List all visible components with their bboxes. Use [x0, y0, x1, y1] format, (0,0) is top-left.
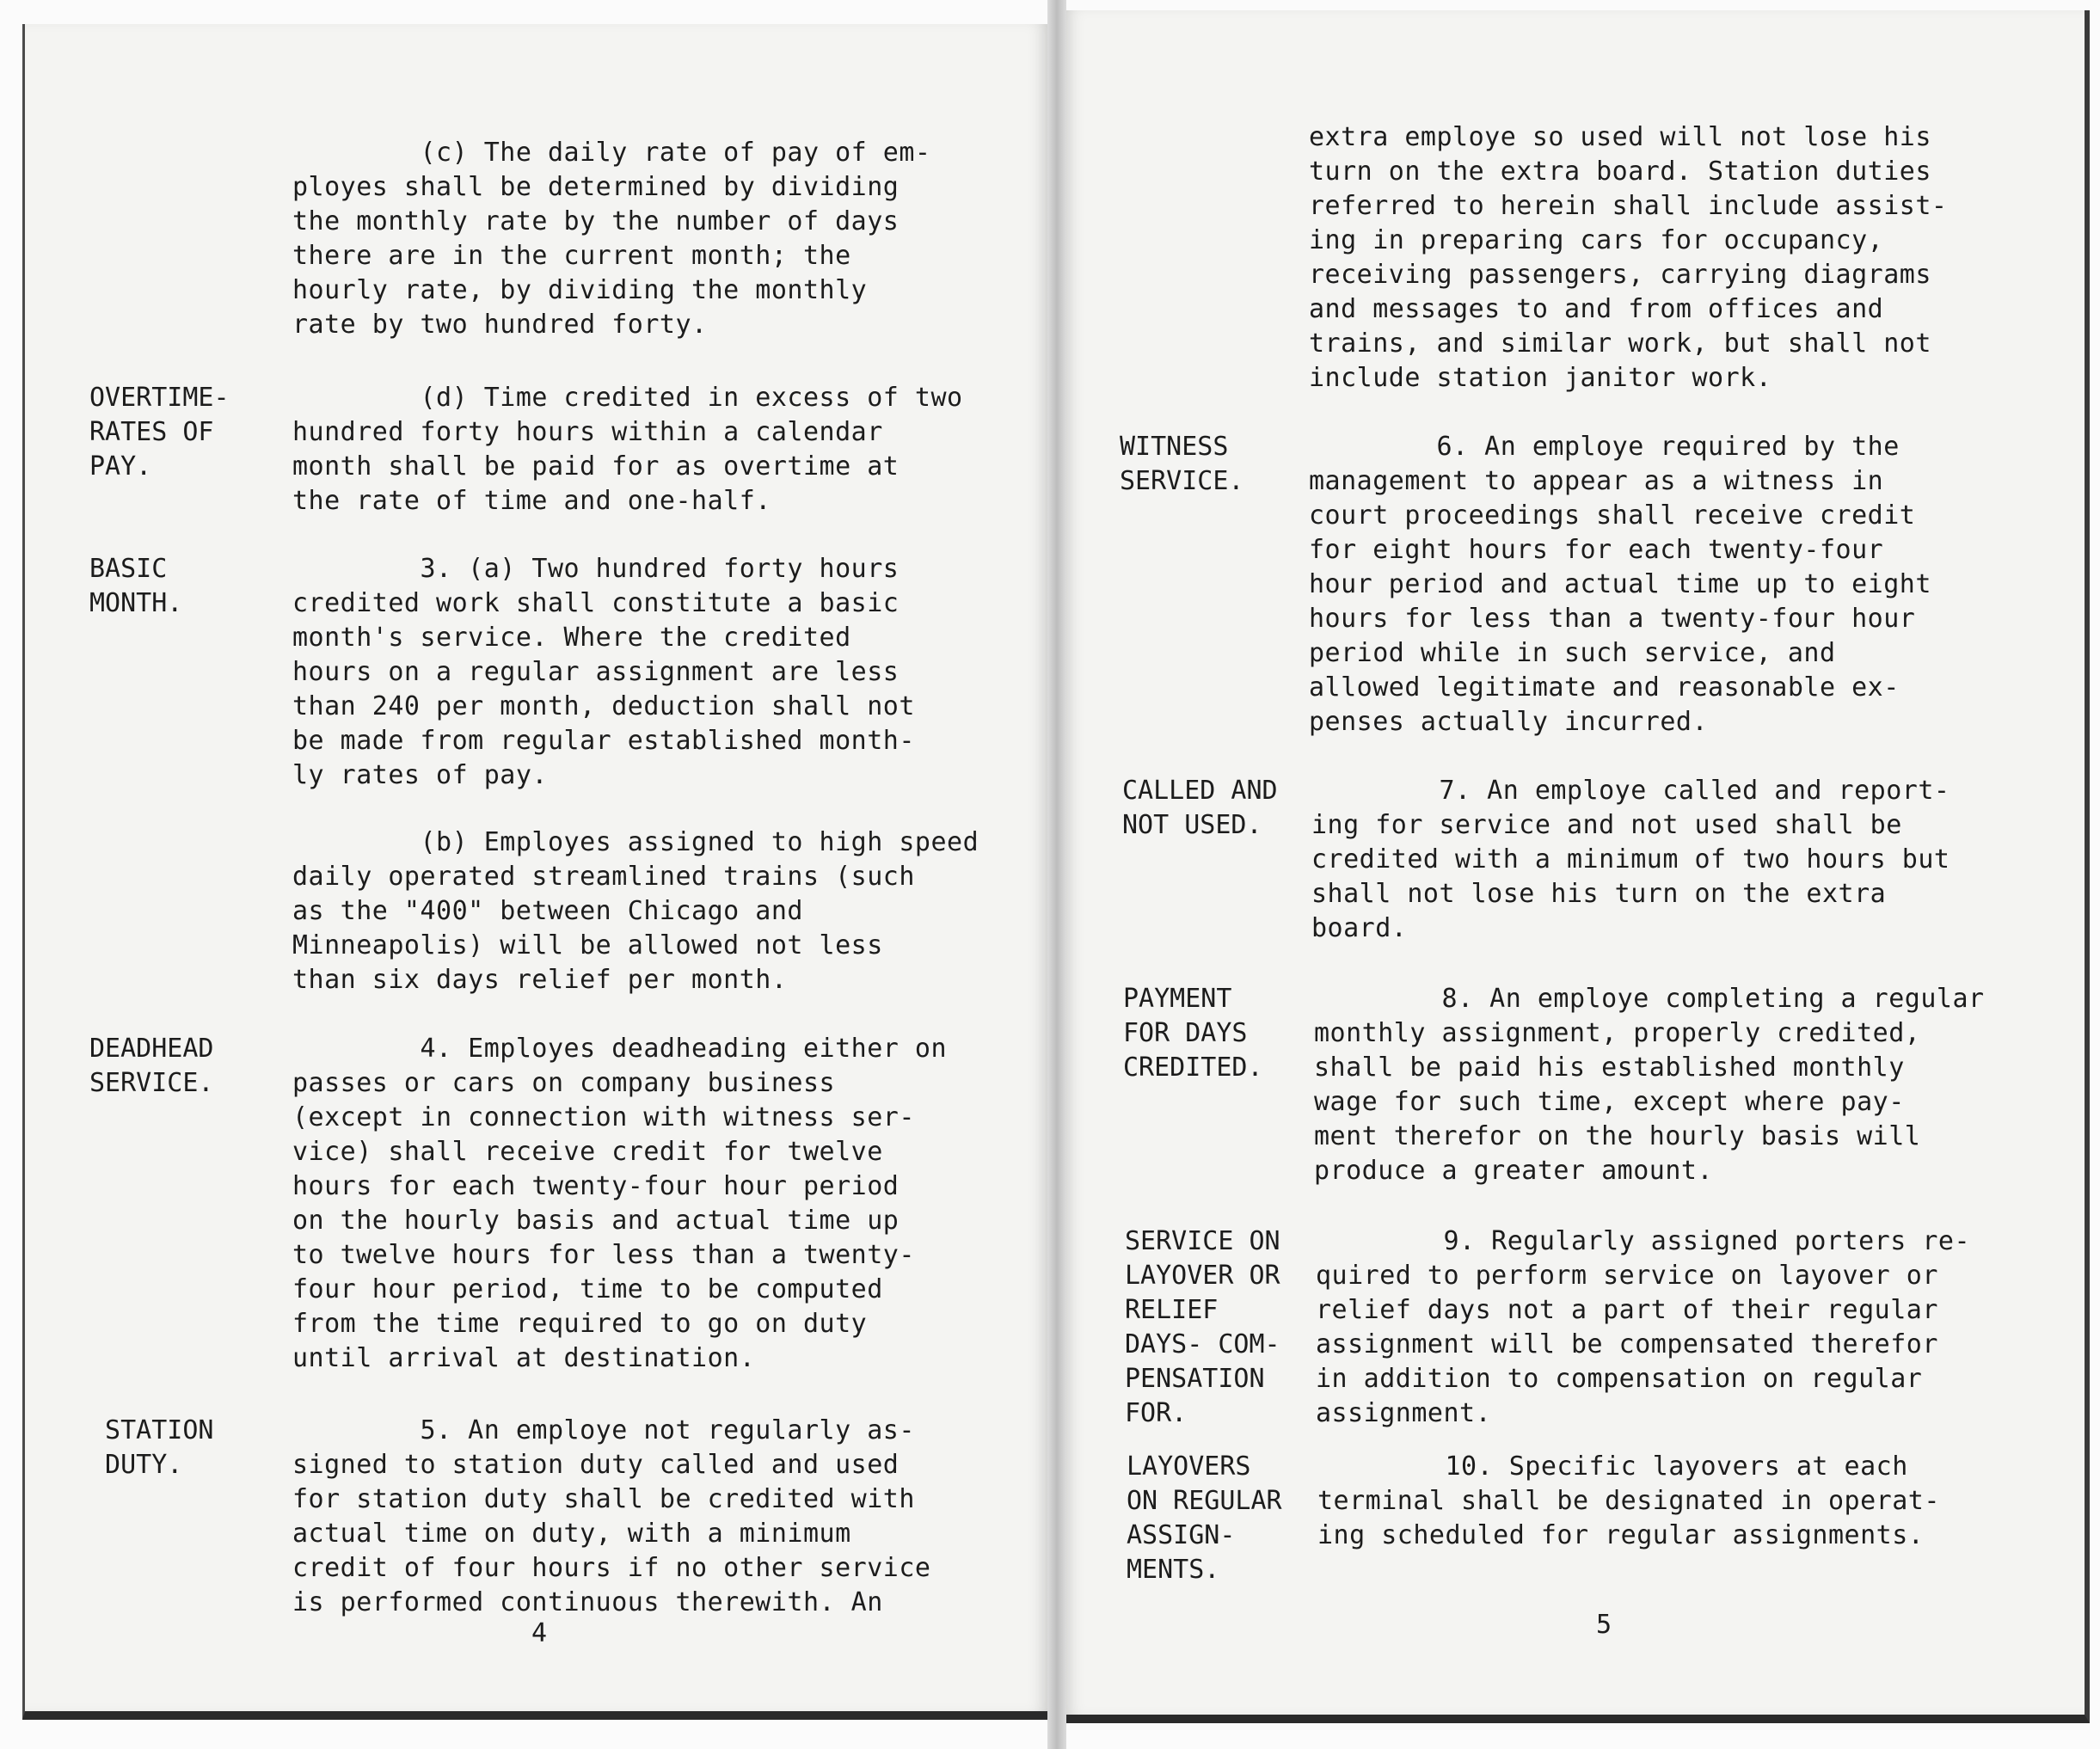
- page-number-right: 5: [1596, 1610, 1612, 1640]
- paragraph-9: 9. Regularly assigned porters re- quired to perform service on layover or relief days not a part of their regular assignment will be compensated therefor in addition to compensation on regular assignment.: [1316, 1226, 1971, 1428]
- paragraph-5: 5. An employe not regularly as- signed to station duty called and used for station duty shall be credited with actual time on duty, with a minimum credit of four hours if no other service is performed continuous therewith. An: [292, 1415, 931, 1617]
- heading-station-duty: STATION DUTY.: [105, 1415, 214, 1480]
- paragraph-6: 6. An employe required by the management to appear as a witness in court proceedings shall receive credit for eight hours for each twenty-four hour period and actual time up to eight hours for less than a twenty-four hour period while in such service, and allowed legitimate and reasonable ex- penses actually incurred.: [1309, 432, 1931, 737]
- paragraph-2d: (d) Time credited in excess of two hundred forty hours within a calendar month shall be paid for as overtime at the rate of time and one-half.: [292, 383, 963, 516]
- paragraph-8: 8. An employe completing a regular monthly assignment, properly credited, shall be paid his established monthly wage for such time, except where pay- ment therefor on the hourly basis will produce a greater amount.: [1314, 984, 1985, 1186]
- heading-payment-for-days-credited: PAYMENT FOR DAYS CREDITED.: [1123, 984, 1263, 1083]
- paragraph-4: 4. Employes deadheading either on passes or cars on company business (except in connection with witness ser- vice) shall receive credit for twelve hours for each twenty-four hour period on the hourly basis and actual time up to twelve hours for less than a twenty- four hour period, time to be computed from the time required to go on duty until arrival at destination.: [292, 1034, 948, 1373]
- book-gutter: [1047, 0, 1066, 1749]
- paragraph-3a: 3. (a) Two hundred forty hours credited work shall constitute a basic month's service. Where the credited hours on a regular assignment are less than 240 per month, deduction shall not be made from regular established month- ly rates of pay.: [292, 554, 915, 790]
- heading-witness-service: WITNESS SERVICE.: [1120, 432, 1244, 496]
- page-number-left: 4: [531, 1618, 548, 1648]
- heading-called-not-used: CALLED AND NOT USED.: [1122, 776, 1278, 840]
- paragraph-2c: (c) The daily rate of pay of em- ployes shall be determined by dividing the monthly rate by the number of days there are in the current month; the hourly rate, by dividing the monthly rate by two hundred forty.: [292, 138, 931, 340]
- heading-overtime-rates: OVERTIME- RATES OF PAY.: [89, 383, 230, 482]
- paragraph-7: 7. An employe called and report- ing for service and not used shall be credited with a minimum of two hours but shall not lose his turn on the extra board.: [1311, 776, 1950, 943]
- paragraph-3b: (b) Employes assigned to high speed daily operated streamlined trains (such as the "400" between Chicago and Minneapolis) will be allowed not less than six days relief per month.: [292, 827, 979, 995]
- heading-deadhead-service: DEADHEAD SERVICE.: [89, 1034, 214, 1098]
- paragraph-10: 10. Specific layovers at each terminal shall be designated in operat- ing scheduled for regular assignments.: [1317, 1451, 1940, 1550]
- heading-layovers-regular-assignments: LAYOVERS ON REGULAR ASSIGN- MENTS.: [1127, 1451, 1282, 1585]
- heading-basic-month: BASIC MONTH.: [89, 554, 183, 618]
- heading-service-on-layover: SERVICE ON LAYOVER OR RELIEF DAYS- COM- PENSATION FOR.: [1125, 1226, 1280, 1428]
- paragraph-5-continued: extra employe so used will not lose his turn on the extra board. Station duties referred to herein shall include assist- ing in preparing cars for occupancy, receiving passengers, carrying diagrams and messages to and from offices and trains, and similar work, but shall not include station janitor work.: [1309, 122, 1948, 393]
